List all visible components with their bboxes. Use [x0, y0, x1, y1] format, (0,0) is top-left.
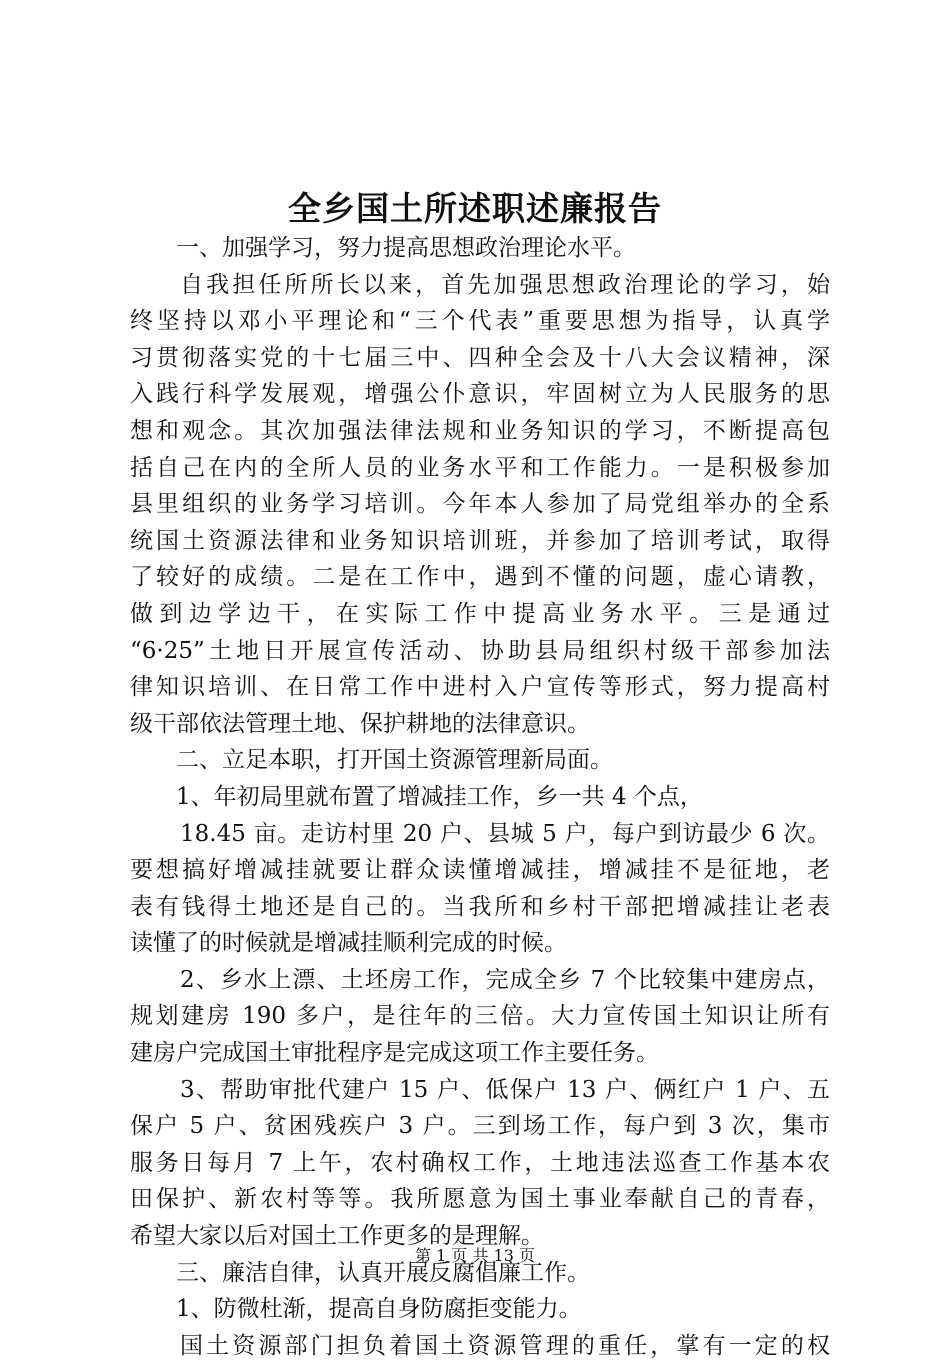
body-line: 读懂了的时候就是增减挂顺利完成的时候。	[130, 930, 567, 957]
section-heading-3: 三、廉洁自律，认真开展反腐倡廉工作。	[176, 1259, 590, 1286]
body-line: 想和观念。其次加强法律法规和业务知识的学习，不断提高包	[130, 417, 830, 444]
body-line: 3、帮助审批代建户 15 户、低保户 13 户、俩红户 1 户、五	[180, 1076, 830, 1103]
body-line: 服务日每月 7 上午，农村确权工作，土地违法巡查工作基本农	[130, 1149, 830, 1176]
body-line: 统国土资源法律和业务知识培训班，并参加了培训考试，取得	[130, 527, 830, 554]
document-title: 全乡国土所述职述廉报告	[288, 189, 662, 228]
body-line: 入践行科学发展观，增强公仆意识，牢固树立为人民服务的思	[130, 381, 830, 408]
body-line: “6·25”土地日开展宣传活动、协助县局组织村级干部参加法	[130, 637, 830, 664]
body-line: 习贯彻落实党的十七届三中、四种全会及十八大会议精神，深	[130, 344, 830, 371]
body-line: 律知识培训、在日常工作中进村入户宣传等形式，努力提高村	[130, 674, 830, 701]
body-line: 了较好的成绩。二是在工作中，遇到不懂的问题，虚心请教，	[130, 564, 830, 591]
body-line: 建房户完成国土审批程序是完成这项工作主要任务。	[130, 1040, 659, 1067]
body-line: 国土资源部门担负着国土资源管理的重任，掌有一定的权	[180, 1332, 830, 1359]
body-line: 括自己在内的全所人员的业务水平和工作能力。一是积极参加	[130, 454, 830, 481]
body-line: 希望大家以后对国土工作更多的是理解。	[130, 1223, 544, 1250]
body-line: 规划建房 190 多户，是往年的三倍。大力宣传国土知识让所有	[130, 1003, 830, 1030]
body-line: 保户 5 户、贫困残疾户 3 户。三到场工作，每户到 3 次，集市	[130, 1113, 830, 1140]
body-line: 表有钱得土地还是自己的。当我所和乡村干部把增减挂让老表	[130, 893, 830, 920]
body-line: 1、防微杜渐，提高自身防腐拒变能力。	[176, 1296, 582, 1323]
body-line: 县里组织的业务学习培训。今年本人参加了局党组举办的全系	[130, 491, 830, 518]
body-line: 田保护、新农村等等。我所愿意为国土事业奉献自己的青春，	[130, 1186, 830, 1213]
section-heading-1: 一、加强学习，努力提高思想政治理论水平。	[176, 235, 636, 261]
body-line: 做到边学边干，在实际工作中提高业务水平。三是通过	[130, 600, 830, 627]
body-line: 18.45 亩。走访村里 20 户、县城 5 户，每户到访最少 6 次。	[180, 820, 830, 847]
body-line: 1、年初局里就布置了增减挂工作，乡一共 4 个点，	[176, 783, 703, 810]
body-line: 终坚持以邓小平理论和“三个代表”重要思想为指导，认真学	[130, 308, 830, 335]
body-line: 级干部依法管理土地、保护耕地的法律意识。	[130, 710, 590, 737]
body-line: 2、乡水上漂、土坯房工作，完成全乡 7 个比较集中建房点，	[180, 966, 830, 993]
section-heading-2: 二、立足本职，打开国土资源管理新局面。	[176, 747, 613, 774]
body-line: 自我担任所所长以来，首先加强思想政治理论的学习，始	[180, 271, 830, 298]
document-body	[130, 230, 830, 1364]
page-footer: 第 1 页 共 13 页	[415, 1246, 535, 1265]
body-line: 要想搞好增减挂就要让群众读懂增减挂，增减挂不是征地，老	[130, 857, 830, 884]
